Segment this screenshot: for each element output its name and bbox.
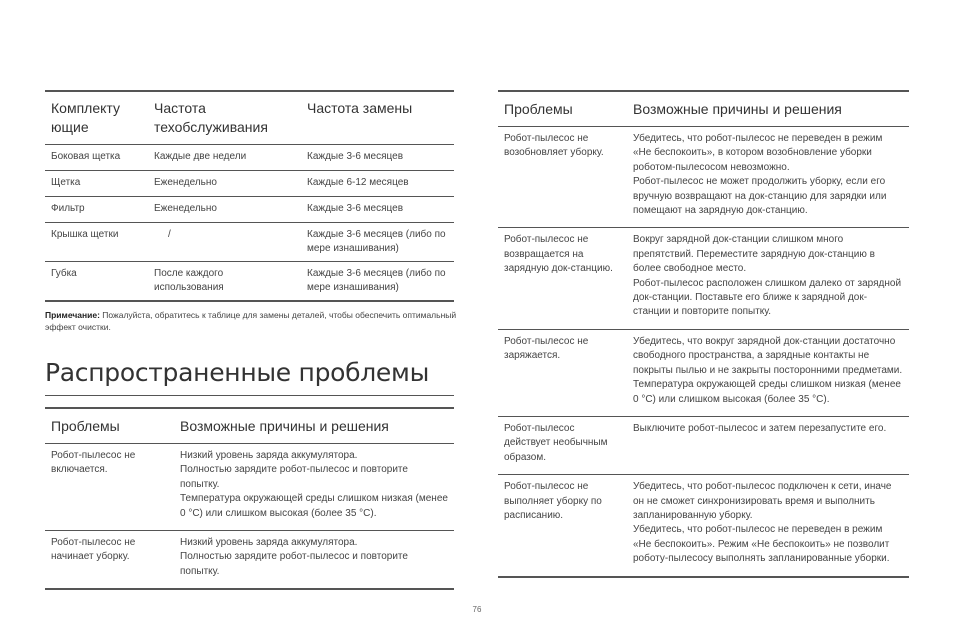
replacement-frequency: Каждые 3-6 месяцев <box>301 145 454 171</box>
problems-header-row <box>498 91 909 127</box>
replacement-frequency: Каждые 3-6 месяцев (либо по мере изнашивания) <box>301 223 454 262</box>
problem-text: Робот-пылесос не начинает уборку. <box>51 537 136 563</box>
service-frequency: / <box>148 223 301 262</box>
table-row <box>45 197 454 223</box>
part-name: Боковая щетка <box>45 145 148 171</box>
table-row <box>45 145 454 171</box>
solution-text: Убедитесь, что робот-пылесос подключен к сети, иначе он не сможет синхронизировать время и выполнить запланированную уборку. Убедитесь, что робот-пылесос не переведен в режим «Не беспокоить». Режим «Не беспокоить» не позволит роботу-пылесосу выполнять запланированные уборки. <box>633 481 892 565</box>
service-frequency: Каждые две недели <box>148 145 301 171</box>
header-causes-solutions: Возможные причины и решения <box>627 91 909 127</box>
header-causes-solutions: Возможные причины и решения <box>174 408 454 444</box>
header-problems: Проблемы <box>45 408 174 444</box>
service-frequency: Еженедельно <box>148 171 301 197</box>
table-row <box>498 416 909 474</box>
maintenance-table <box>45 90 454 302</box>
table-row <box>45 223 454 262</box>
replacement-frequency: Каждые 6-12 месяцев <box>301 171 454 197</box>
table-row <box>498 127 909 228</box>
header-problems: Проблемы <box>498 91 627 127</box>
problems-header-row <box>45 408 454 444</box>
page-number: 76 <box>472 605 482 614</box>
table-row <box>498 475 909 577</box>
table-row <box>498 228 909 329</box>
replacement-frequency: Каждые 3-6 месяцев <box>301 197 454 223</box>
part-name: Губка <box>51 268 77 279</box>
note-label: Примечание: <box>45 310 100 320</box>
solution-text: Низкий уровень заряда аккумулятора. Полностью зарядите робот-пылесос и повторите попытку. Температура окружающей среды слишком низкая (менее 0 °C) или слишком высокая (более 35 °C). <box>174 444 454 531</box>
problem-text: Робот-пылесос не заряжается. <box>498 329 627 416</box>
part-name: Фильтр <box>45 197 148 223</box>
problem-text: Робот-пылесос не возобновляет уборку. <box>498 127 627 228</box>
table-row <box>45 531 454 590</box>
maintenance-note <box>45 309 457 333</box>
problem-text: Робот-пылесос не выполняет уборку по расписанию. <box>504 481 602 521</box>
problem-text: Робот-пылесос не включается. <box>45 444 174 531</box>
part-name: Щетка <box>45 171 148 197</box>
table-row <box>45 262 454 302</box>
service-frequency: Еженедельно <box>148 197 301 223</box>
table-row <box>498 329 909 416</box>
table-row <box>45 171 454 197</box>
service-frequency: После каждого использования <box>154 268 224 293</box>
solution-text: Вокруг зарядной док-станции слишком много препятствий. Переместите зарядную док-станцию в более свободное место. Робот-пылесос расположен слишком далеко от зарядной док-станции. Поставьте его ближе к зарядной док-станции и повторите попытку. <box>627 228 909 329</box>
header-components: Комплекту ющие <box>45 91 148 145</box>
solution-text: Выключите робот-пылесос и затем перезапустите его. <box>627 416 909 474</box>
section-title: Распространенные проблемы <box>45 358 430 387</box>
solution-text: Убедитесь, что робот-пылесос не переведен в режим «Не беспокоить», в котором возобновление уборки роботом-пылесосом невозможно. Робот-пылесос не может продолжить уборку, если его вручную возвращают на док-станцию для зарядки или помещают на зарядную док-станцию. <box>627 127 909 228</box>
problems-table-right <box>498 90 909 578</box>
table-row <box>45 444 454 531</box>
problem-text: Робот-пылесос действует необычным образом. <box>498 416 627 474</box>
problems-table-left <box>45 407 454 590</box>
part-name: Крышка щетки <box>45 223 148 262</box>
maintenance-header-row <box>45 91 454 145</box>
header-service-frequency: Частота техобслуживания <box>148 91 301 145</box>
solution-text: Убедитесь, что вокруг зарядной док-станции достаточно свободного пространства, а зарядные контакты не покрыты пылью и не закрыты посторонними предметами. Температура окружающей среды слишком низкая (менее 0 °C) или слишком высокая (более 35 °C). <box>627 329 909 416</box>
solution-text: Низкий уровень заряда аккумулятора. Полностью зарядите робот-пылесос и повторите попытку. <box>180 537 408 577</box>
header-replacement-frequency: Частота замены <box>301 91 454 145</box>
replacement-frequency: Каждые 3-6 месяцев (либо по мере изнашивания) <box>307 268 446 293</box>
problem-text: Робот-пылесос не возвращается на зарядную док-станцию. <box>498 228 627 329</box>
title-divider <box>45 395 454 396</box>
note-text: Пожалуйста, обратитесь к таблице для замены деталей, чтобы обеспечить оптимальный эффект очистки. <box>45 310 457 332</box>
